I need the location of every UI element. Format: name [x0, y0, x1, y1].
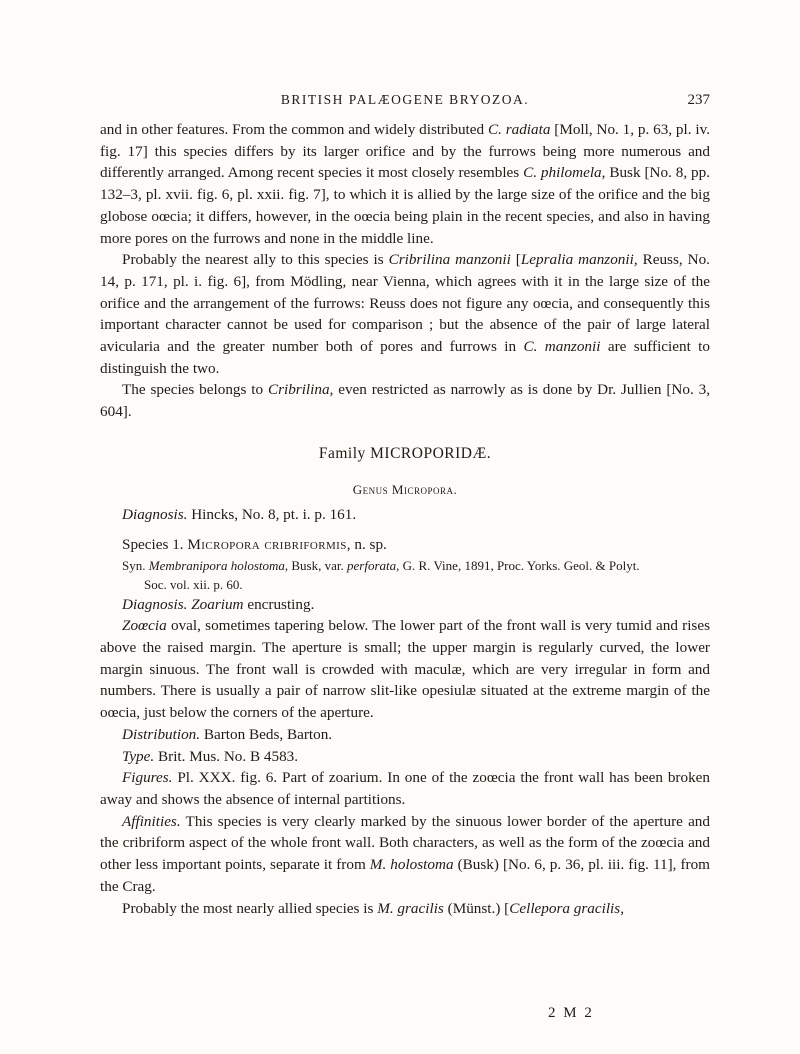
page-number: 237: [687, 92, 710, 108]
figures: Figures. Pl. XXX. fig. 6. Part of zoarium. In one of the zoœcia the front wall has been broken away and shows the absence of internal partitions.: [100, 769, 710, 808]
running-title: BRITISH PALÆOGENE BRYOZOA.: [280, 92, 530, 107]
synonymy: Syn. Membranipora holostoma, Busk, var. perforata, G. R. Vine, 1891, Proc. Yorks. Geol. & Polyt. Soc. vol. xii. p. 60.: [122, 557, 640, 592]
genus-heading: Genus Microporа.: [352, 481, 458, 497]
affinities: Affinities. This species is very clearly marked by the sinuous lower border of the aperture and the cribriform aspect of the whole front wall. Both characters, as well as the form of the zoœcia and other less important points, separate it from M. holostoma (Busk) [No. 6, p. 36, pl. iii. fig. 11], from the Crag.: [100, 812, 710, 895]
diagnosis-zoarium: Diagnosis. Zoarium encrusting.: [122, 595, 315, 613]
genus-diagnosis: Diagnosis. Hincks, No. 8, pt. i. p. 161.: [122, 506, 357, 524]
signature-mark: 2 M 2: [548, 1005, 594, 1021]
allied-species: Probably the most nearly allied species is M. gracilis (Münst.) [Cellepora gracilis,: [122, 899, 624, 917]
diagnosis-zooecia: Zoœcia oval, sometimes tapering below. The lower part of the front wall is very tumid and rises above the raised margin. The aperture is small; the upper margin is regularly curved, the lower margin sinuous. The front wall is crowded with maculæ, which are very irregular in form and numbers. There is usually a pair of narrow slit-like opesiulæ situated at the extreme margin of the oœcia, just below the corners of the aperture.: [100, 617, 710, 722]
body-text: [100, 119, 710, 919]
paragraph-radiata-comparison: and in other features. From the common and widely distributed C. radiata [Moll, No. 1, p. 63, pl. iv. fig. 17] this species differs by its larger orifice and by the furrows being more numerous and differently arranged. Among recent species it most closely resembles C. philomela, Busk [No. 8, pp. 132–3, pl. xvii. fig. 6, pl. xxii. fig. 7], to which it is allied by the large size of the orifice and the big globose oœcia; it differs, however, in the oœcia being plain in the recent species, and also in having more pores on the furrows and none in the middle line.: [100, 121, 711, 247]
page-header: [100, 92, 710, 116]
type-specimen: Type. Brit. Mus. No. B 4583.: [122, 747, 299, 765]
distribution: Distribution. Barton Beds, Barton.: [122, 725, 333, 743]
paragraph-genus-placement: The species belongs to Cribrilina, even restricted as narrowly as is done by Dr. Jullien [No. 3, 604].: [100, 381, 710, 421]
paragraph-nearest-ally: Probably the nearest ally to this species is Cribrilina manzonii [Lepralia manzonii, Reuss, No. 14, p. 171, pl. i. fig. 6], from Mödling, near Vienna, which agrees with it in the large size of the orifice and the arrangement of the furrows: Reuss does not figure any oœcia, and consequently this important character cannot be used for comparison ; but the absence of the pair of large lateral avicularia and the greater number both of pores and furrows in C. manzonii are sufficient to distinguish the two.: [100, 251, 711, 377]
family-heading: Family MICROPORIDÆ.: [318, 444, 492, 462]
species-heading: Species 1. Micropora cribriformis, n. sp.: [122, 535, 387, 553]
